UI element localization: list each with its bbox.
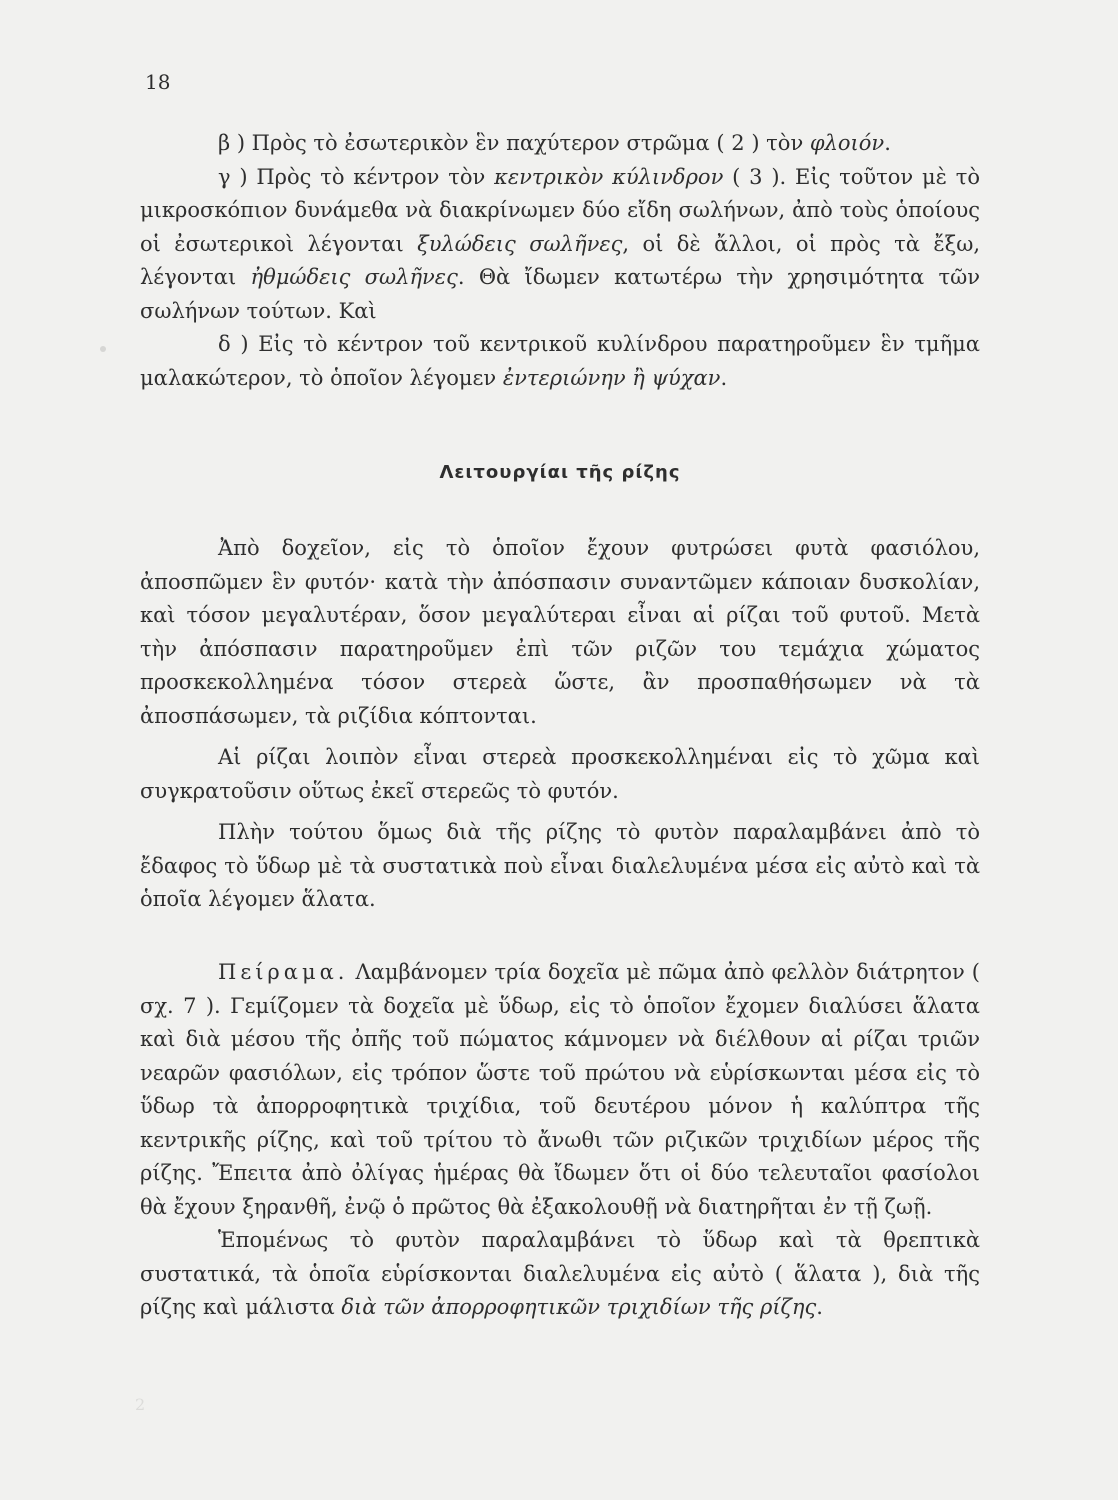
experiment-label: Πείραμα. [218,960,349,984]
page-number: 18 [145,70,171,94]
functions-section [140,532,980,917]
paragraph-1: Ἀπὸ δοχεῖον, εἰς τὸ ὁποῖον ἔχουν φυτρώσει φυτὰ φασιόλου, ἀποσπῶμεν ἓν φυτόν· κατὰ τὴν ἀπόσπασιν συναντῶμεν κάποιαν δυσκολίαν, καὶ τόσον μεγαλυτέραν, ὅσον μεγαλύτεραι εἶναι αἱ ρίζαι τοῦ φυτοῦ. Μετὰ τὴν ἀπόσπασιν παρατηροῦμεν ἐπὶ τῶν ριζῶν του τεμάχια χώματος προσκεκολλημένα τόσον στερεὰ ὥστε, ἂν προσπαθήσωμεν νὰ τὰ ἀποσπάσωμεν, τὰ ριζίδια κόπτονται. [140,536,980,728]
paragraph-beta: β ) Πρὸς τὸ ἐσωτερικὸν ἓν παχύτερον στρῶμα ( 2 ) τὸν φλοιόν. [218,131,891,155]
section-heading: Λειτουργίαι τῆς ρίζης [439,462,681,483]
paragraph-gamma: γ ) Πρὸς τὸ κέντρον τὸν κεντρικὸν κύλινδρον ( 3 ). Εἰς τοῦτον μὲ τὸ μικροσκόπιον δυνάμεθα νὰ διακρίνωμεν δύο εἴδη σωλήνων, ἀπὸ τοὺς ὁποίους οἱ ἐσωτερικοὶ λέγονται ξυλώδεις σωλῆνες, οἱ δὲ ἄλλοι, οἱ πρὸς τὰ ἔξω, λέγονται ἠθμώδεις σωλῆνες. Θὰ ἴδωμεν κατωτέρω τὴν χρησιμότητα τῶν σωλήνων τούτων. Καὶ [140,164,980,323]
margin-mark: 2 [135,1395,146,1414]
experiment-section [140,956,980,1325]
paragraph-2: Αἱ ρίζαι λοιπὸν εἶναι στερεὰ προσκεκολλημέναι εἰς τὸ χῶμα καὶ συγκρατοῦσιν οὕτως ἐκεῖ στερεῶς τὸ φυτόν. [140,745,980,803]
scan-speck [100,346,106,352]
paragraph-delta: δ ) Εἰς τὸ κέντρον τοῦ κεντρικοῦ κυλίνδρου παρατηροῦμεν ἓν τμῆμα μαλακώτερον, τὸ ὁποῖον λέγομεν ἐντεριώνην ἢ ψύχαν. [140,332,980,390]
paragraph-3: Πλὴν τούτου ὅμως διὰ τῆς ρίζης τὸ φυτὸν παραλαμβάνει ἀπὸ τὸ ἔδαφος τὸ ὕδωρ μὲ τὰ συστατικὰ ποὺ εἶναι διαλελυμένα μέσα εἰς αὐτὸ καὶ τὰ ὁποῖα λέγομεν ἅλατα. [140,820,980,911]
conclusion-paragraph: Ἑπομένως τὸ φυτὸν παραλαμβάνει τὸ ὕδωρ καὶ τὰ θρεπτικὰ συστατικά, τὰ ὁποῖα εὑρίσκονται διαλελυμένα εἰς αὐτὸ ( ἅλατα ), διὰ τῆς ρίζης καὶ μάλιστα διὰ τῶν ἀπορροφητικῶν τριχιδίων τῆς ρίζης. [140,1228,980,1319]
experiment-paragraph: Πείραμα. Λαμβάνομεν τρία δοχεῖα μὲ πῶμα ἀπὸ φελλὸν διάτρητον ( σχ. 7 ). Γεμίζομεν τὰ δοχεῖα μὲ ὕδωρ, εἰς τὸ ὁποῖον ἔχομεν διαλύσει ἅλατα καὶ διὰ μέσου τῆς ὀπῆς τοῦ πώματος κάμνομεν νὰ διέλθουν αἱ ρίζαι τριῶν νεαρῶν φασιόλων, εἰς τρόπον ὥστε τοῦ πρώτου νὰ εὑρίσκωνται μέσα εἰς τὸ ὕδωρ τὰ ἀπορροφητικὰ τριχίδια, τοῦ δευτέρου μόνον ἡ καλύπτρα τῆς κεντρικῆς ρίζης, καὶ τοῦ τρίτου τὸ ἄνωθι τῶν ριζικῶν τριχιδίων μέρος τῆς ρίζης. Ἔπειτα ἀπὸ ὀλίγας ἡμέρας θὰ ἴδωμεν ὅτι οἱ δύο τελευταῖοι φασίολοι θὰ ἔχουν ξηρανθῆ, ἐνῷ ὁ πρῶτος θὰ ἐξακολουθῇ νὰ διατηρῆται ἐν τῇ ζωῇ. [140,960,980,1219]
anatomy-section [140,127,980,395]
